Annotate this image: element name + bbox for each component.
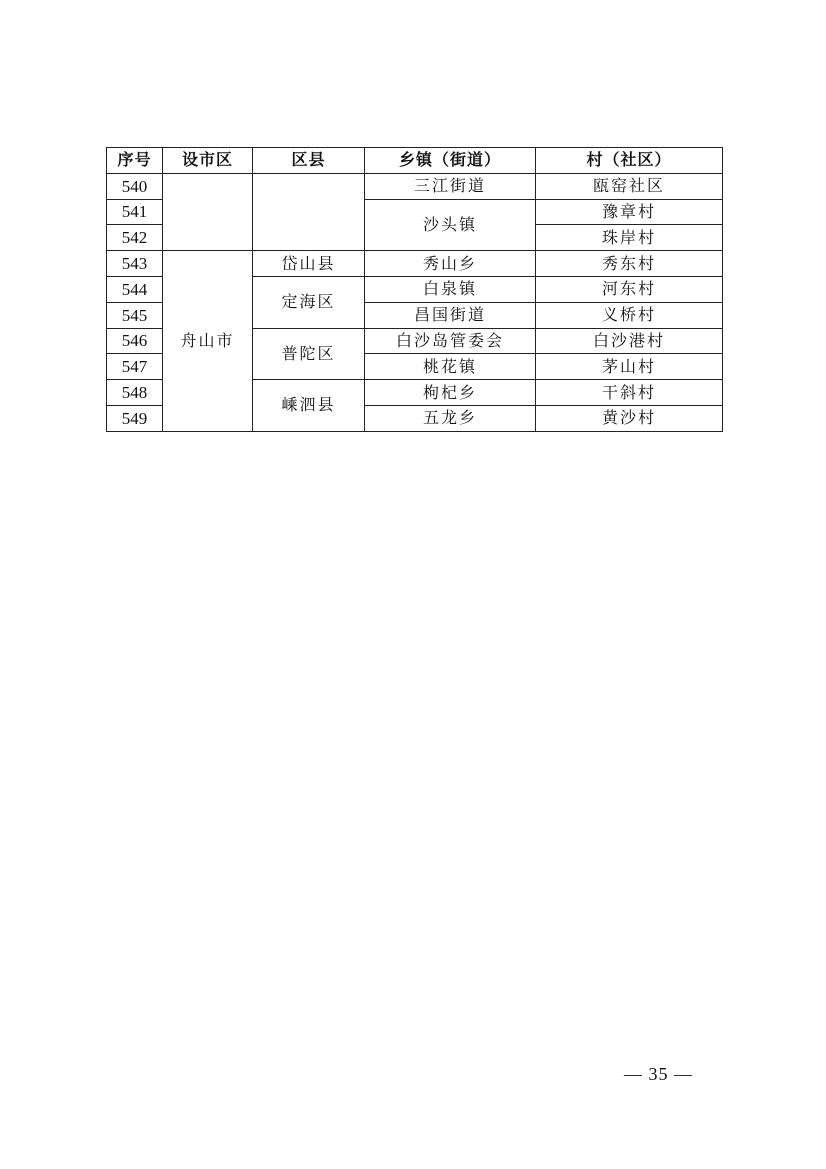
cell-no: 546 bbox=[107, 328, 163, 354]
cell-no: 549 bbox=[107, 405, 163, 431]
cell-village: 白沙港村 bbox=[536, 328, 723, 354]
table-row bbox=[107, 251, 723, 277]
cell-no: 544 bbox=[107, 276, 163, 302]
header-town: 乡镇（街道） bbox=[365, 148, 536, 174]
cell-village: 干斜村 bbox=[536, 380, 723, 406]
page-number: — 35 — bbox=[624, 1064, 693, 1084]
cell-village: 义桥村 bbox=[536, 302, 723, 328]
cell-county-empty bbox=[253, 173, 365, 250]
cell-no: 545 bbox=[107, 302, 163, 328]
header-city: 设市区 bbox=[163, 148, 253, 174]
table-row bbox=[107, 173, 723, 199]
cell-no: 543 bbox=[107, 251, 163, 277]
cell-village: 豫章村 bbox=[536, 199, 723, 225]
cell-town: 白沙岛管委会 bbox=[365, 328, 536, 354]
cell-no: 547 bbox=[107, 354, 163, 380]
cell-no: 548 bbox=[107, 380, 163, 406]
header-no: 序号 bbox=[107, 148, 163, 174]
cell-village: 茅山村 bbox=[536, 354, 723, 380]
cell-village: 秀东村 bbox=[536, 251, 723, 277]
cell-town: 昌国街道 bbox=[365, 302, 536, 328]
cell-town: 五龙乡 bbox=[365, 405, 536, 431]
cell-county: 嵊泗县 bbox=[253, 380, 365, 432]
cell-village: 瓯窑社区 bbox=[536, 173, 723, 199]
cell-no: 541 bbox=[107, 199, 163, 225]
village-list-table bbox=[106, 147, 723, 432]
cell-town: 沙头镇 bbox=[365, 199, 536, 251]
header-county: 区县 bbox=[253, 148, 365, 174]
cell-village: 黄沙村 bbox=[536, 405, 723, 431]
cell-village: 珠岸村 bbox=[536, 225, 723, 251]
cell-town: 桃花镇 bbox=[365, 354, 536, 380]
cell-no: 540 bbox=[107, 173, 163, 199]
table-header-row bbox=[107, 148, 723, 174]
cell-county: 定海区 bbox=[253, 276, 365, 328]
header-village: 村（社区） bbox=[536, 148, 723, 174]
cell-city-empty bbox=[163, 173, 253, 250]
cell-town: 白泉镇 bbox=[365, 276, 536, 302]
cell-town: 枸杞乡 bbox=[365, 380, 536, 406]
cell-town: 秀山乡 bbox=[365, 251, 536, 277]
cell-county: 岱山县 bbox=[253, 251, 365, 277]
cell-county: 普陀区 bbox=[253, 328, 365, 380]
cell-town: 三江街道 bbox=[365, 173, 536, 199]
cell-city: 舟山市 bbox=[163, 251, 253, 432]
cell-village: 河东村 bbox=[536, 276, 723, 302]
cell-no: 542 bbox=[107, 225, 163, 251]
